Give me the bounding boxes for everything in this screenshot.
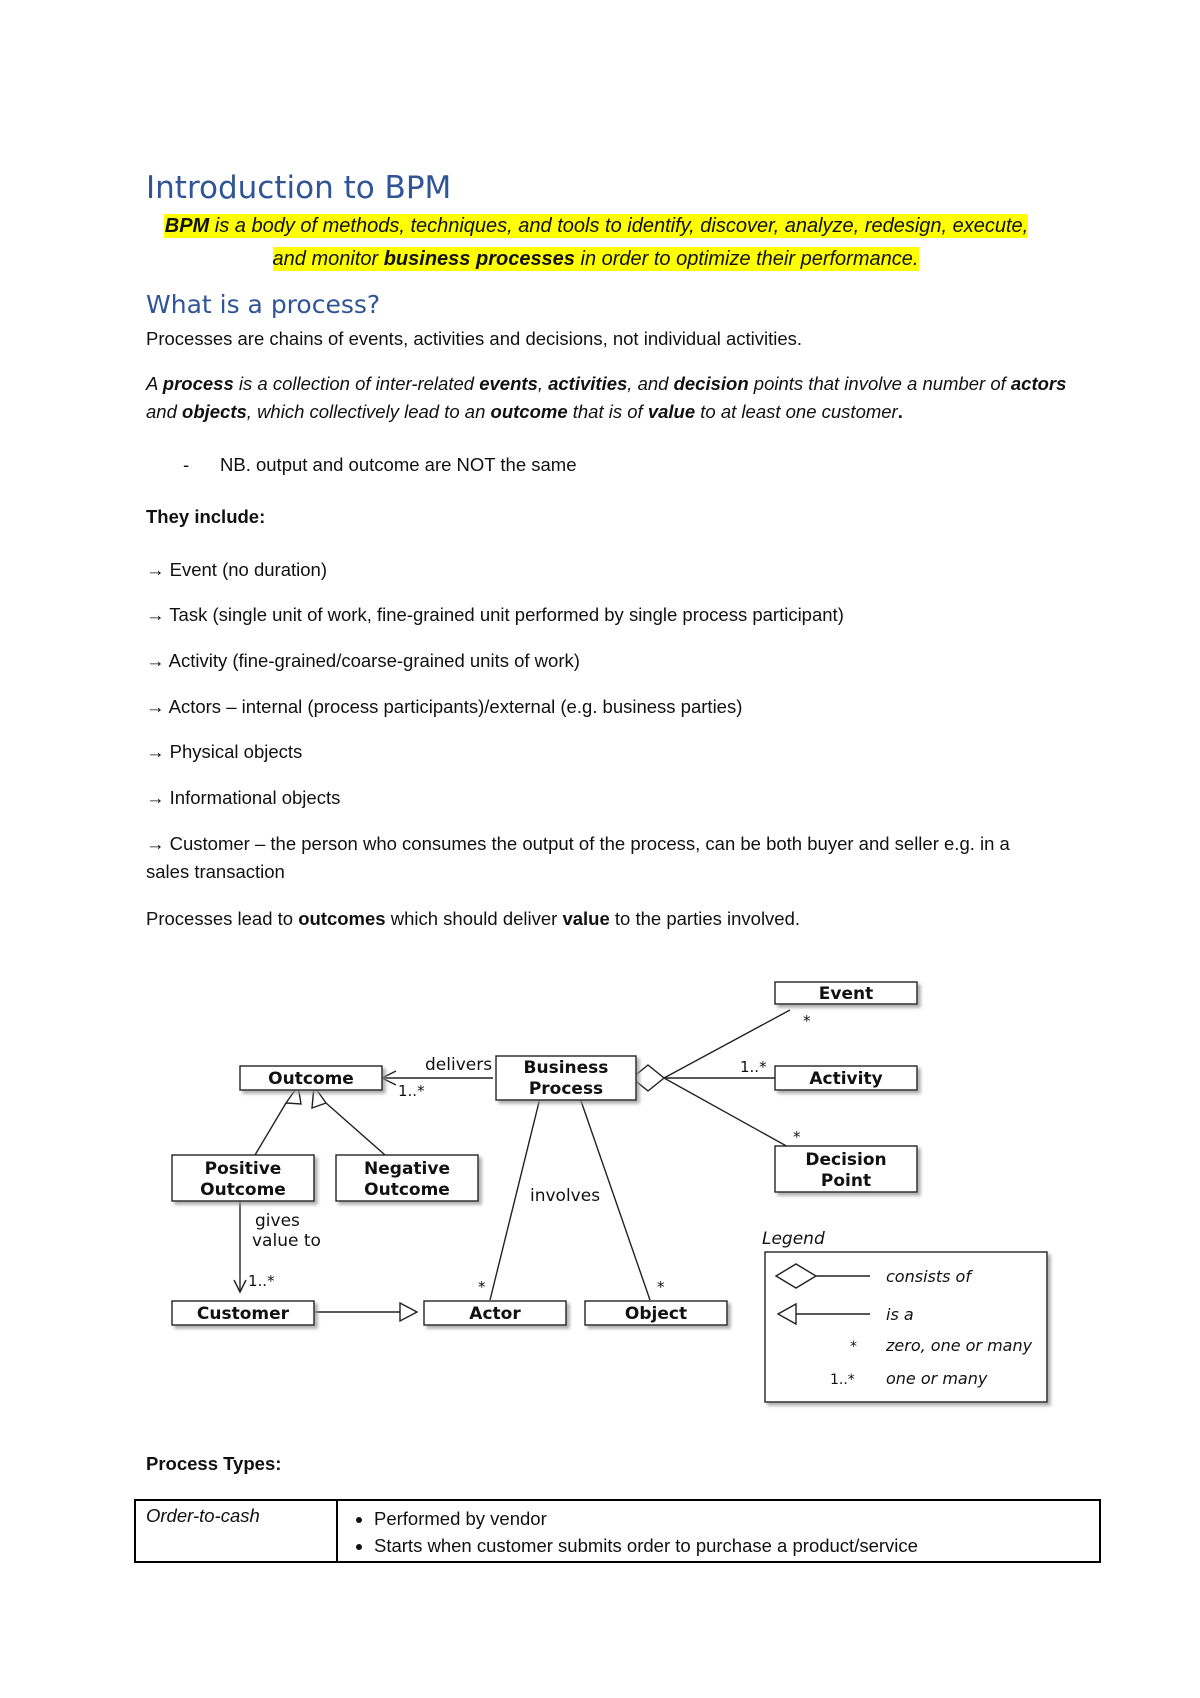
process-types-heading: Process Types: xyxy=(146,1453,282,1474)
negative-outcome-label: Negative xyxy=(364,1159,450,1179)
list-item: → Customer – the person who consumes the output of the process, can be both buyer and seller e.g. in a sales transaction xyxy=(146,833,1010,882)
actor-multiplicity: * xyxy=(478,1278,486,1296)
consists-diamond xyxy=(632,1065,664,1091)
list-item: → Event (no duration) xyxy=(146,559,327,580)
list-item: • Starts when customer submits order to purchase a product/service xyxy=(374,1532,1089,1559)
list-item: → Informational objects xyxy=(146,787,341,808)
negative-isa-line xyxy=(326,1103,385,1155)
gives-multiplicity: 1..* xyxy=(248,1272,275,1290)
activity-multiplicity: 1..* xyxy=(740,1058,767,1076)
legend-zero-label: zero, one or many xyxy=(886,1336,1033,1355)
list-item: → Activity (fine-grained/coarse-grained units of work) xyxy=(146,650,580,671)
customer-isa-triangle xyxy=(400,1303,417,1321)
intro-line: Processes are chains of events, activities and decisions, not individual activities. xyxy=(146,328,803,349)
list-item: → Actors – internal (process participants)/external (e.g. business parties) xyxy=(146,696,743,717)
page-title: Introduction to BPM xyxy=(146,170,452,206)
business-process-label: Process xyxy=(528,1079,604,1099)
legend-one-multiplicity: 1..* xyxy=(830,1372,855,1388)
decision-point-label: Decision xyxy=(805,1150,887,1170)
object-label: Object xyxy=(624,1304,688,1324)
process-type-details xyxy=(337,1500,1100,1562)
event-label: Event xyxy=(818,984,874,1004)
positive-isa-line xyxy=(255,1103,286,1155)
activity-label: Activity xyxy=(809,1069,883,1089)
business-process-label: Business xyxy=(523,1058,609,1078)
positive-outcome-label: Outcome xyxy=(200,1180,286,1200)
nb-dash: - xyxy=(183,454,190,475)
bpm-concept-diagram xyxy=(160,970,1060,1420)
involves-label: involves xyxy=(530,1186,601,1206)
decision-line xyxy=(664,1078,790,1148)
bpm-definition xyxy=(146,210,1046,276)
outcome-label: Outcome xyxy=(268,1069,354,1089)
delivers-multiplicity: 1..* xyxy=(398,1082,425,1100)
definition-term: BPM xyxy=(164,215,210,237)
outcome-line: Processes lead to outcomes which should deliver value to the parties involved. xyxy=(146,908,801,929)
process-type-name: Order-to-cash xyxy=(135,1500,337,1562)
list-item: → Physical objects xyxy=(146,741,303,762)
includes-heading: They include: xyxy=(146,506,266,527)
list-item: → Task (single unit of work, fine-grained unit performed by single process participant) xyxy=(146,604,844,625)
gives-label: gives xyxy=(255,1211,300,1231)
legend-star: * xyxy=(850,1339,857,1355)
legend-isa-label: is a xyxy=(886,1305,914,1324)
decision-point-label: Point xyxy=(820,1171,872,1191)
definition-bold-term: business processes xyxy=(383,248,575,270)
table-row xyxy=(135,1500,1100,1562)
legend-one-label: one or many xyxy=(886,1369,988,1388)
event-multiplicity: * xyxy=(803,1012,811,1030)
decision-multiplicity: * xyxy=(793,1128,801,1146)
object-multiplicity: * xyxy=(657,1278,665,1296)
negative-outcome-label: Outcome xyxy=(364,1180,450,1200)
delivers-label: delivers xyxy=(425,1055,493,1075)
actor-label: Actor xyxy=(469,1304,521,1324)
customer-label: Customer xyxy=(196,1304,290,1324)
process-definition: A process is a collection of inter-related events, activities, and decision points that involve a number of actors and objects, which collectively lead to an outcome that is of value to at least one customer. xyxy=(146,373,1067,422)
legend-title: Legend xyxy=(762,1229,825,1249)
definition-text: is a body of methods, techniques, and tools to identify, discover, analyze, redesign, execute, and monitor xyxy=(209,215,1029,270)
process-types-table xyxy=(134,1499,1101,1563)
section-heading: What is a process? xyxy=(146,290,381,319)
nb-text: NB. output and outcome are NOT the same xyxy=(220,454,577,475)
definition-end: in order to optimize their performance. xyxy=(574,248,919,270)
legend-consists-label: consists of xyxy=(886,1267,971,1286)
event-line xyxy=(664,1010,790,1078)
list-item: • Performed by vendor xyxy=(374,1505,1089,1532)
definition-highlight xyxy=(164,214,1028,271)
gives-label: value to xyxy=(252,1231,321,1251)
positive-outcome-label: Positive xyxy=(204,1159,282,1179)
